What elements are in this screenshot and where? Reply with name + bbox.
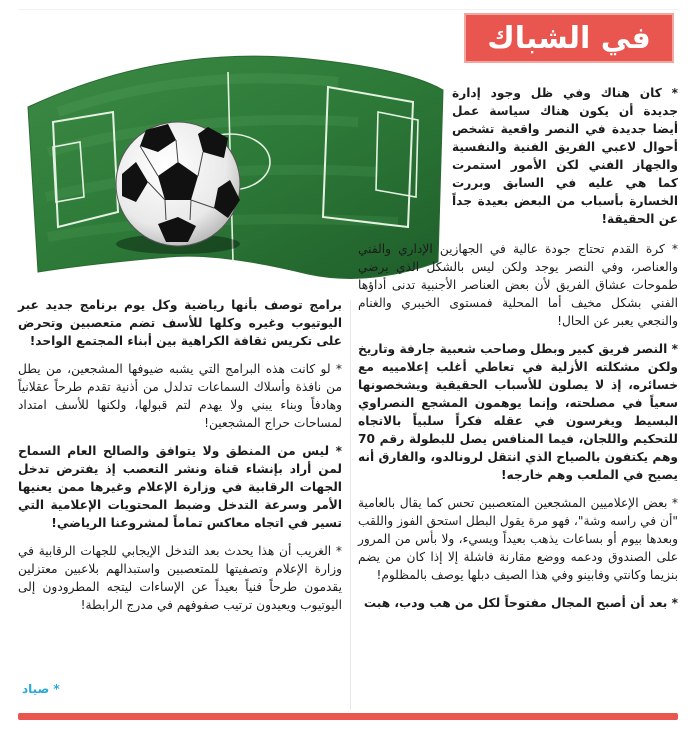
footer-accent-bar: [18, 713, 678, 720]
left-column: [18, 296, 342, 624]
paragraph: * كان هناك وفي ظل وجود إدارة جديدة أن يكون هناك سياسة عمل أيضا جديدة في النصر واقعية تشخص أحوال لاعبي الفريق الفنية والنفسية والجهاز الفني لكن الأمور استمرت كما هي عليه في السابق وبررت الخسارة بأسباب من البعض بعيدة جداً عن الحقيقة!: [452, 86, 678, 226]
section-title-badge: [464, 13, 674, 63]
paragraph: * لو كانت هذه البرامج التي يشبه ضيوفها المشجعين، من يطل من نافذة وأسلاك السماعات تدلدل من أذنية تقدم طرحاً عقلانياً وهادفاً وبناء يبني ولا يهدم لتم قبولها، ولكنها للأسف امتداد لمساحات حراج المشجعين!: [18, 362, 342, 430]
paragraph: * الغريب أن هذا يحدث بعد التدخل الإيجابي للجهات الرقابية في وزارة الإعلام وتصفيتها للمتعصبين واستبدالهم بلاعبين معتزلين يقدمون طرحاً فنياً بعيداً عن الإساءات ليتجه المطرودون إلى اليوتيوب ويعيدون ترتيب صفوفهم في مدرج الرابطة!: [18, 544, 342, 612]
paragraph: * النصر فريق كبير وبطل وصاحب شعبية جارفة وتاريخ ولكن مشكلته الأزلية في تعاطي أغلب إعلامييه مع خسائره، إذ لا يصلون للأسباب الحقيقية ويشخصونها سعياً في مصلحته، وإنما يوهمون المشجع النصراوي البسيط ويغرسون في عقله فكراً سلبياً بالاتجاه للتحكيم واللجان، فيما المنافس يصل للبطولة رقم 70 وهم يكتفون بالصياح الذي انتقل لرونالدو، والفارق أنه يصيح في الملعب وهم خارجه!: [358, 342, 678, 482]
section-title: في الشباك: [487, 20, 651, 56]
paragraph: * بعد أن أصبح المجال مفتوحاً لكل من هب ودب، هبت: [363, 596, 678, 610]
paragraph: برامج توصف بأنها رياضية وكل يوم برنامج جديد عبر اليوتيوب وغيره وكلها للأسف تضم متعصبين وتحرض على تكريس ثقافة الكراهية بين أبناء المجتمع الواحد!: [18, 298, 342, 348]
paragraph: * كرة القدم تحتاج جودة عالية في الجهازين الإداري والفني والعناصر، وفي النصر يوجد ولكن ليس بالشكل الذي يرضي طموحات عشاق الفريق لأن بعض العناصر الأجنبية تدنى أداؤها الفني بشكل مخيف أما المحلية فمستوى الخيبري والغنام والنجعي يعبر عن الحال!: [358, 242, 678, 328]
right-column: [358, 240, 678, 622]
column-divider: [350, 300, 351, 710]
top-rule: [18, 9, 678, 10]
paragraph: * بعض الإعلاميين المشجعين المتعصبين تحس كما يقال بالعامية "أن في راسه وشة"، فهو مرة يقول البطل استحق الفوز واللقب وبعدها بيوم أو بساعات يذهب بعيداً ويسيء، ولا بأس من المرور على الصندوق ودعمه ووضع مقارنة فاشلة إلا إذا كان من يضم بنزيما وكانتي وفابينو وفي هذا الصيف دبلها يوصف بالمظلوم!: [358, 496, 678, 582]
right-column-top: [452, 84, 678, 238]
paragraph: * ليس من المنطق ولا يتوافق والصالح العام السماح لمن أراد بإنشاء قناة ونشر التعصب إذ يفترض تدخل الجهات الرقابية في وزارة الإعلام وغيرها ممن يعنيها الأمر وسرعة التدخل وضبط المحتويات الإعلامية التي تسير في اتجاه معاكس تماماً لمشروعنا الرياضي!: [18, 444, 342, 530]
author-signature: * صياد: [22, 682, 60, 696]
